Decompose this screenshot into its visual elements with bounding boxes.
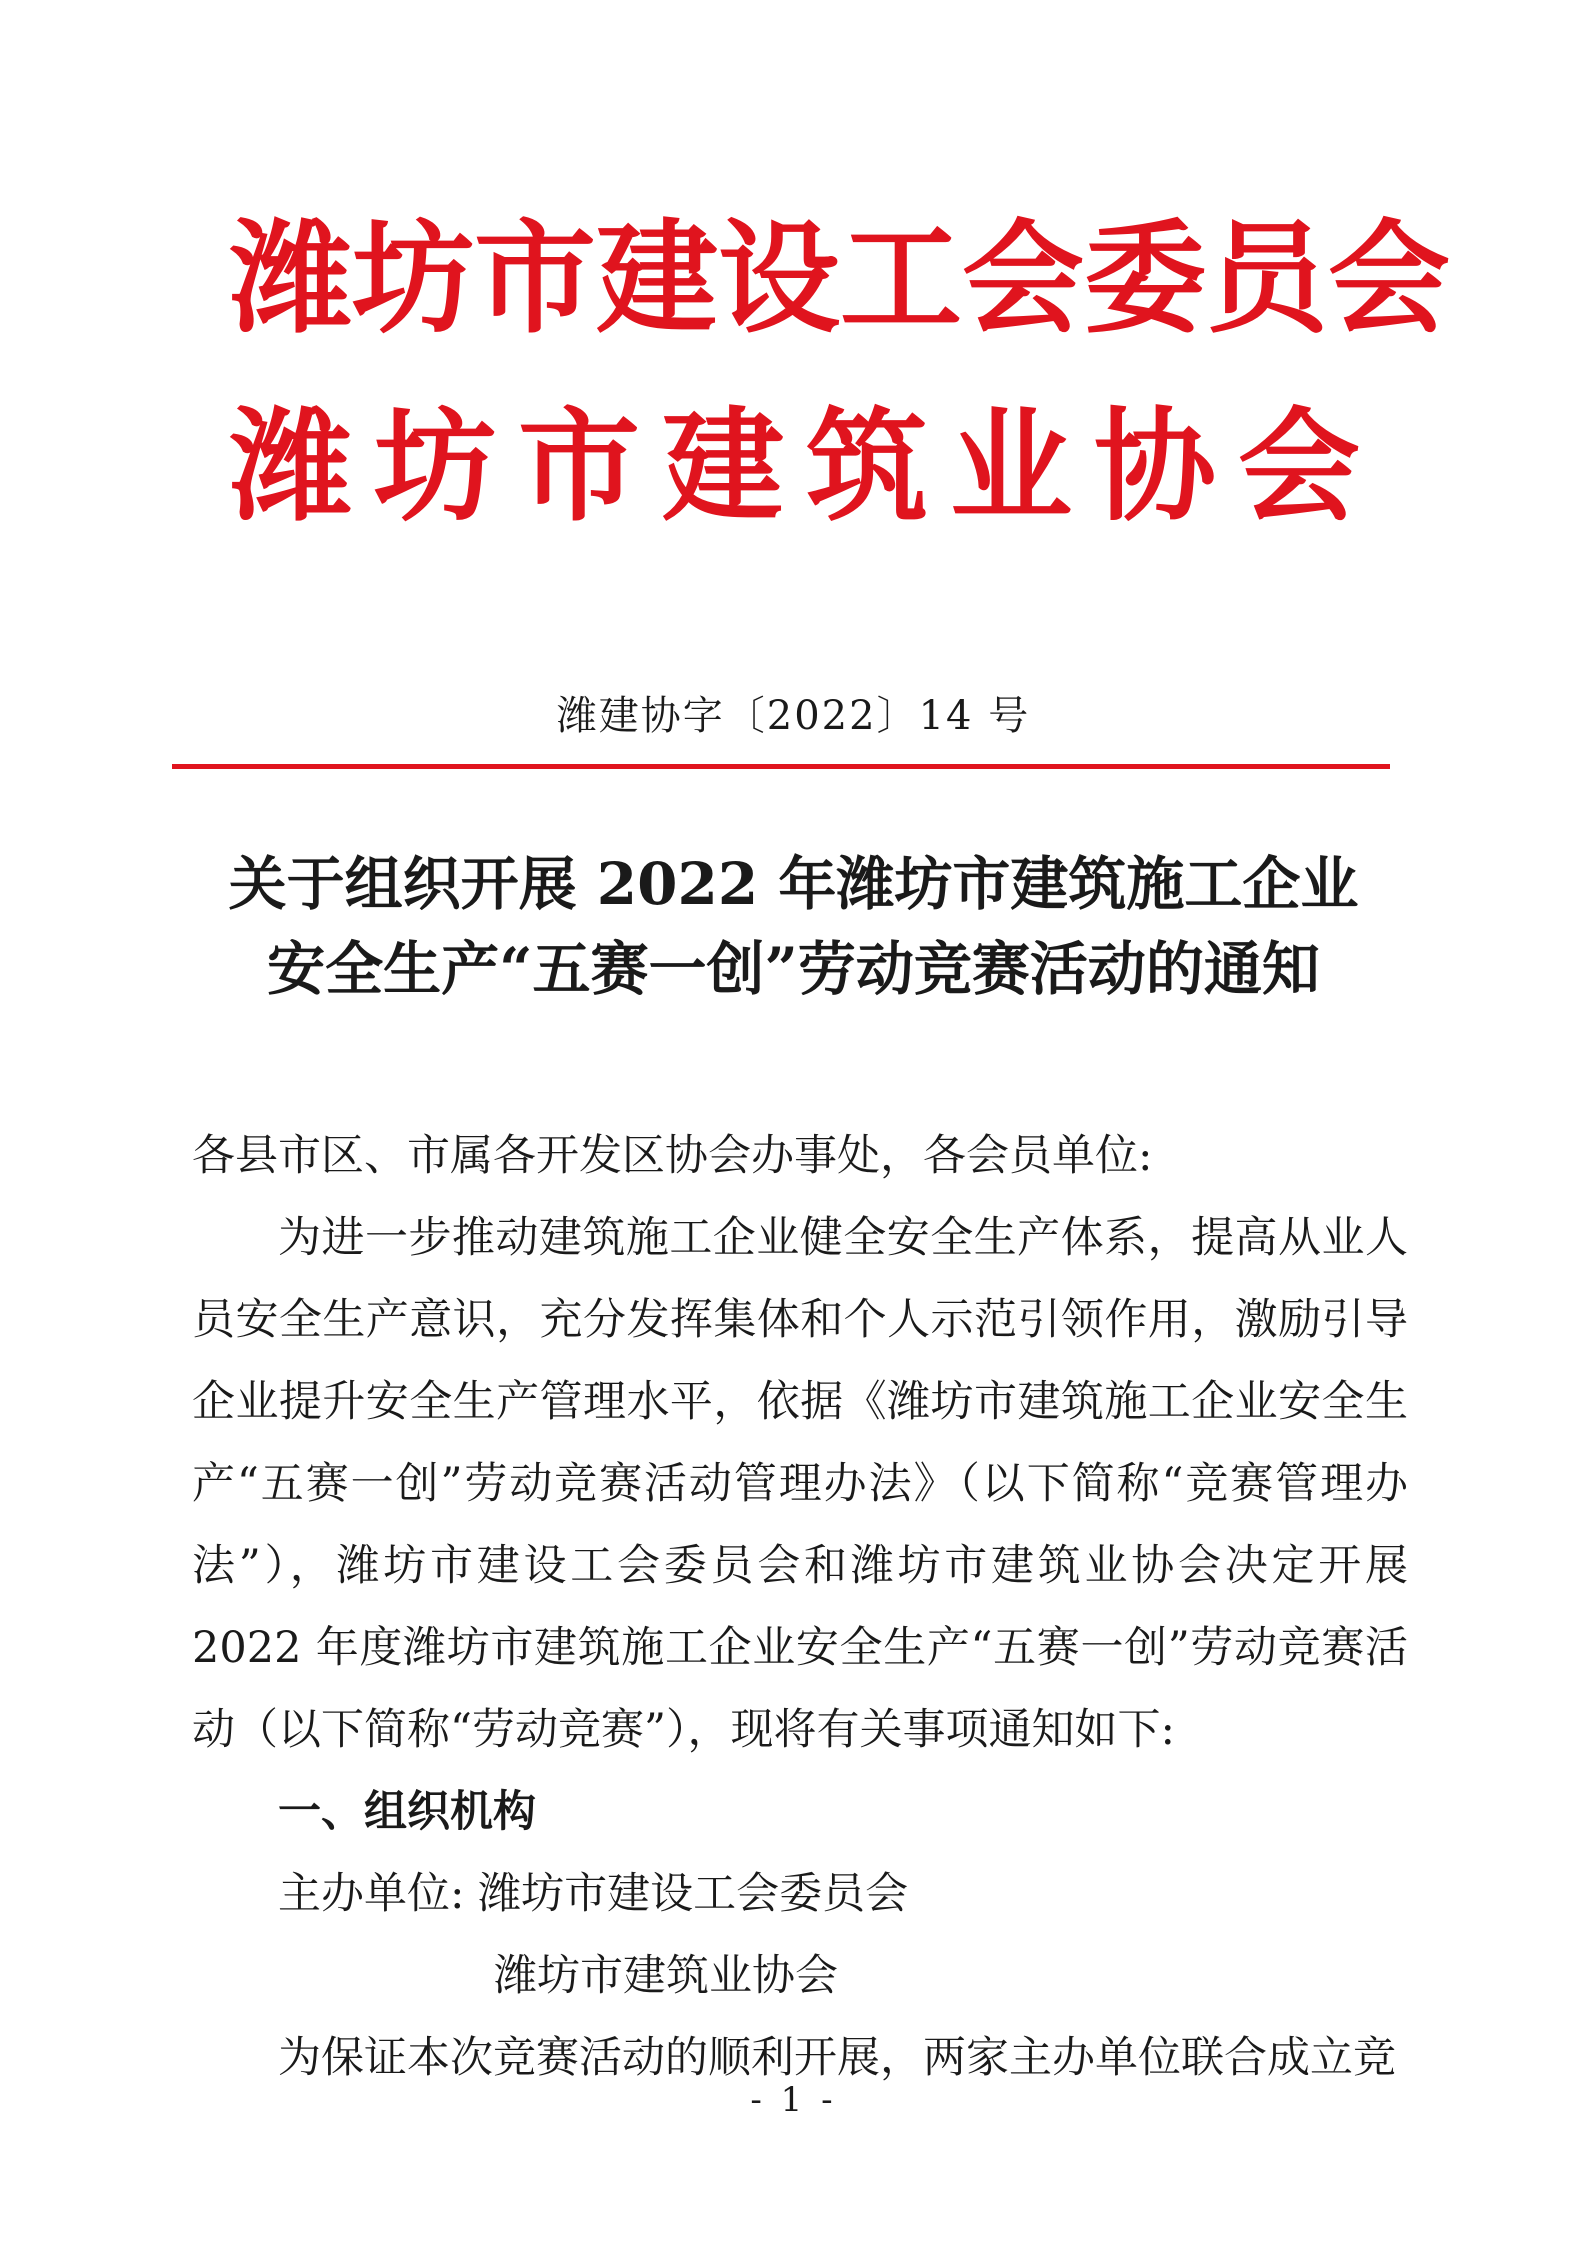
red-divider-line — [172, 764, 1390, 769]
document-number: 潍建协字〔2022〕14 号 — [556, 693, 1031, 739]
host-units-line — [192, 1853, 1408, 1935]
intro-paragraph: 为进一步推动建筑施工企业健全安全生产体系，提高从业人员安全生产意识，充分发挥集体和个人示范引领作用，激励引导企业提升安全生产管理水平，依据《潍坊市建筑施工企业安全生产“五赛一创”劳动竞赛活动管理办法》（以下简称“竞赛管理办法”），潍坊市建设工会委员会和潍坊市建筑业协会决定开展 2022 年度潍坊市建筑施工企业安全生产“五赛一创”劳动竞赛活动（以下简称“劳动竞赛”），现将有关事项通知如下: — [192, 1213, 1408, 1755]
host-unit-1: 潍坊市建设工会委员会 — [478, 1869, 909, 1919]
masthead-line-1: 潍坊市建设工会委员会 — [230, 208, 1450, 350]
notice-title-line-1: 关于组织开展 2022 年潍坊市建筑施工企业 — [228, 850, 1359, 918]
notice-body — [192, 1115, 1408, 2099]
host-unit-2: 潍坊市建筑业协会 — [494, 1951, 838, 2001]
masthead-line-2: 潍坊市建筑业协会 — [230, 396, 1360, 538]
notice-title-line-2: 安全生产“五赛一创”劳动竞赛活动的通知 — [267, 935, 1320, 1003]
host-units-label: 主办单位: — [278, 1869, 465, 1919]
closing-paragraph: 为保证本次竞赛活动的顺利开展，两家主办单位联合成立竞 — [278, 2033, 1396, 2083]
section-heading-organization: 一、组织机构 — [278, 1787, 536, 1837]
page-number: - 1 - — [750, 2080, 837, 2120]
salutation: 各县市区、市属各开发区协会办事处，各会员单位: — [192, 1131, 1153, 1181]
